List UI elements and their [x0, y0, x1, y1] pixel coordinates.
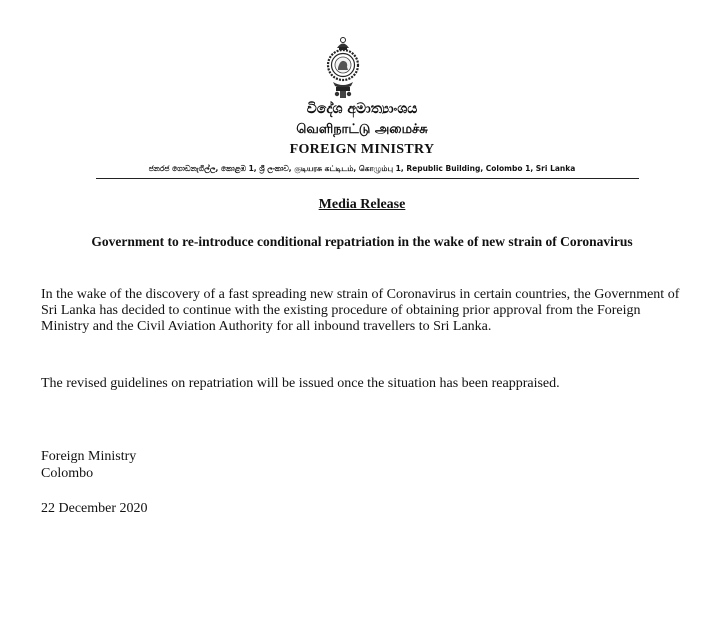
sri-lanka-emblem-icon — [325, 36, 361, 100]
body-paragraph-2: The revised guidelines on repatriation will be issued once the situation has been reappraised. — [41, 376, 560, 391]
release-headline: Government to re-introduce conditional repatriation in the wake of new strain of Coronavirus — [91, 234, 633, 249]
ministry-address: ජනරජ ගොඩනැගිල්ල, කොළඹ 1, ශ්‍රී ලංකාව, குடியரசு கட்டிடம், கொழும்பு 1, Republic Building, Colombo 1, Sri Lanka — [148, 164, 576, 173]
body-paragraph-1: In the wake of the discovery of a fast spreading new strain of Coronavirus in certain countries, the Government of Sri Lanka has decided to continue with the existing procedure of obtaining prior approval from the Foreign Ministry and the Civil Aviation Authority for all inbound travellers to Sri Lanka. — [41, 287, 680, 334]
ministry-name-english: FOREIGN MINISTRY — [289, 142, 435, 157]
signoff-organization: Foreign Ministry — [41, 449, 137, 464]
media-release-label: Media Release — [318, 197, 406, 212]
signoff-block — [41, 448, 136, 482]
signoff-city: Colombo — [41, 466, 94, 481]
letterhead-divider — [96, 178, 639, 179]
release-date: 22 December 2020 — [41, 501, 148, 516]
ministry-name-tamil: வெளிநாட்டு அமைச்சு — [296, 122, 428, 137]
ministry-name-sinhala: විදේශ අමාත්‍යාංශය — [306, 101, 418, 117]
